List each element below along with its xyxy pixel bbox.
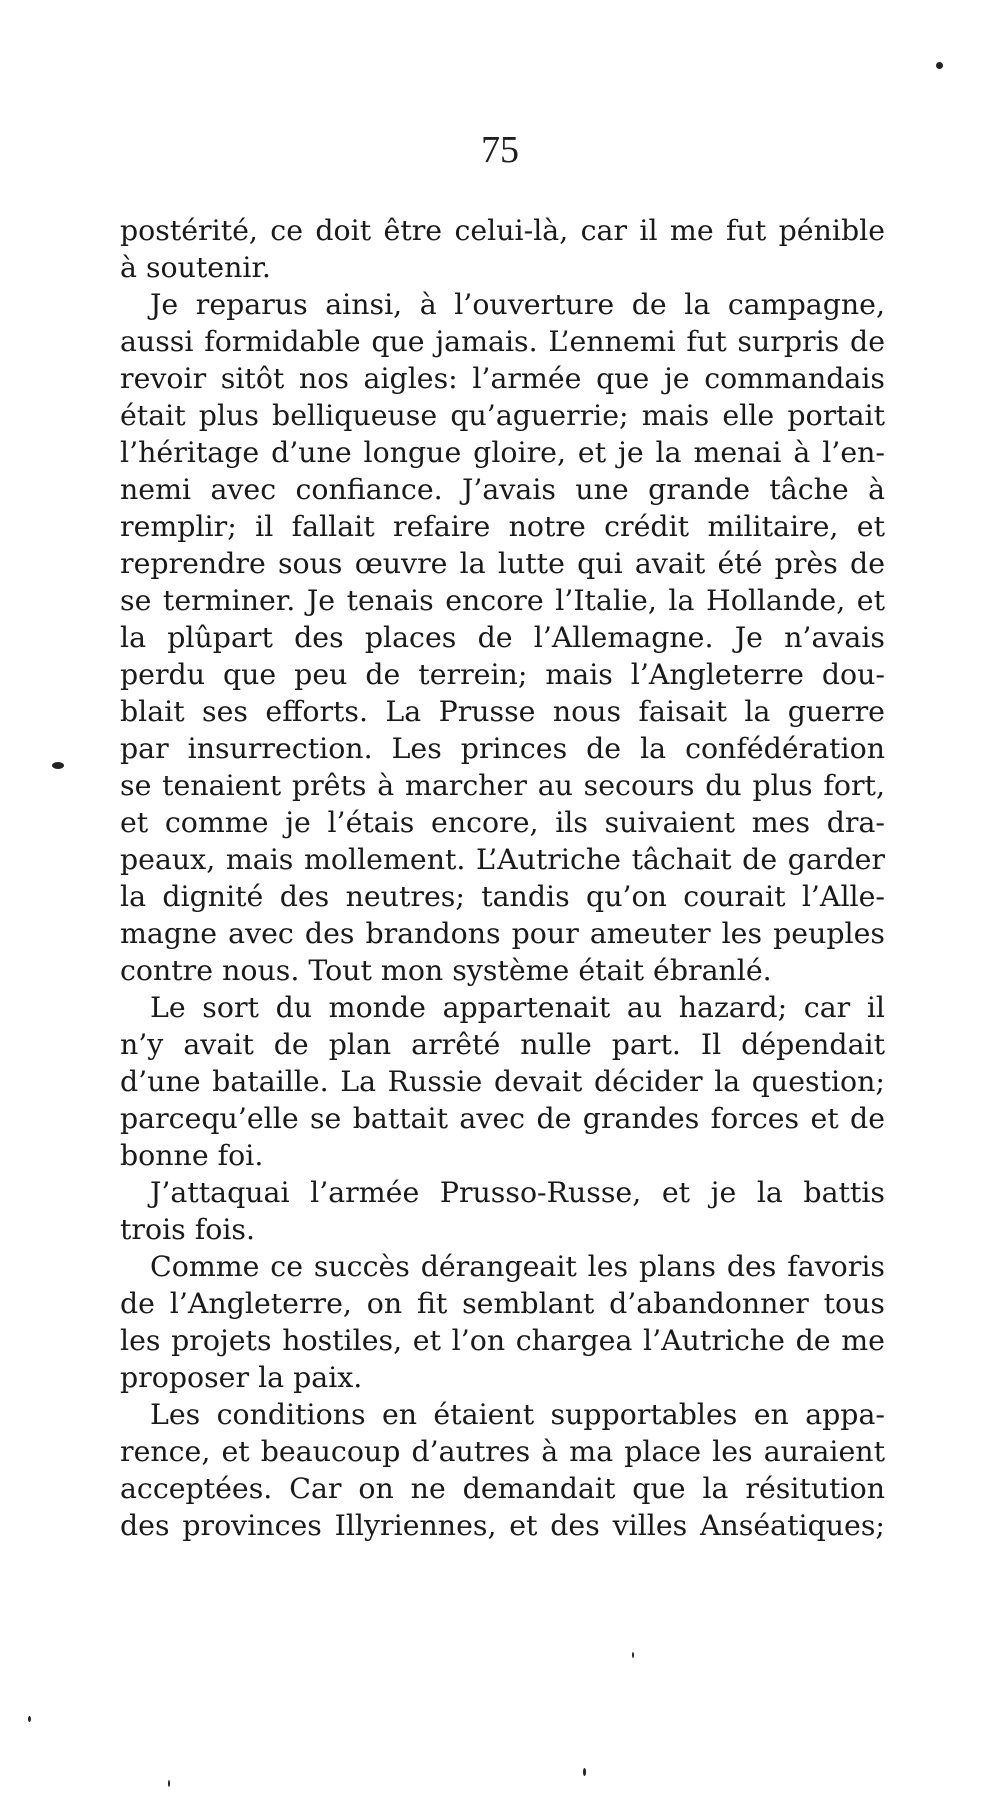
text-line: bonne foi.	[120, 1139, 264, 1172]
scan-speck	[28, 1716, 31, 1722]
text-line: des provinces Illyriennes, et des villes Anséatiques;	[120, 1509, 885, 1542]
paragraph	[120, 212, 885, 286]
scan-speck	[936, 62, 943, 69]
text-line: J’attaquai l’armée Prusso-Russe, et je la battis	[150, 1176, 885, 1209]
text-line: remplir; il fallait refaire notre crédit militaire, et	[120, 510, 885, 543]
text-line: d’une bataille. La Russie devait décider la question;	[120, 1065, 885, 1098]
text-line: aussi formidable que jamais. L’ennemi fut surpris de	[120, 325, 885, 358]
text-line: la plûpart des places de l’Allemagne. Je n’avais	[120, 621, 885, 654]
text-line: Je reparus ainsi, à l’ouverture de la campagne,	[150, 288, 885, 321]
text-line: la dignité des neutres; tandis qu’on courait l’Alle-	[120, 880, 885, 913]
text-line: parcequ’elle se battait avec de grandes forces et de	[120, 1102, 885, 1135]
paragraph	[120, 1174, 885, 1248]
text-line: magne avec des brandons pour ameuter les peuples	[120, 917, 885, 950]
text-line: nemi avec confiance. J’avais une grande tâche à	[120, 473, 885, 506]
scan-speck	[52, 762, 64, 769]
text-line: n’y avait de plan arrêté nulle part. Il dépendait	[120, 1028, 885, 1061]
text-line: contre nous. Tout mon système était ébranlé.	[120, 954, 772, 987]
text-line: revoir sitôt nos aigles: l’armée que je commandais	[120, 362, 885, 395]
text-line: blait ses efforts. La Prusse nous faisait la guerre	[120, 695, 885, 728]
text-line: se tenaient prêts à marcher au secours du plus fort,	[120, 769, 885, 802]
text-line: rence, et beaucoup d’autres à ma place les auraient	[120, 1435, 885, 1468]
body-text	[120, 212, 885, 1544]
text-line: à soutenir.	[120, 251, 271, 284]
scan-speck	[168, 1780, 170, 1787]
text-line: acceptées. Car on ne demandait que la résitution	[120, 1472, 885, 1505]
text-line: de l’Angleterre, on fit semblant d’abandonner tous	[120, 1287, 885, 1320]
scan-speck	[583, 1768, 586, 1776]
text-line: Les conditions en étaient supportables en appa-	[150, 1398, 885, 1431]
page-number: 75	[481, 129, 519, 171]
text-line: reprendre sous œuvre la lutte qui avait été près de	[120, 547, 885, 580]
text-line: se terminer. Je tenais encore l’Italie, la Hollande, et	[120, 584, 885, 617]
text-line: les projets hostiles, et l’on chargea l’Autriche de me	[120, 1324, 885, 1357]
paragraph	[120, 1396, 885, 1544]
text-line: l’héritage d’une longue gloire, et je la menai à l’en-	[120, 436, 885, 469]
text-line: Le sort du monde appartenait au hazard; car il	[150, 991, 885, 1024]
paragraph	[120, 1248, 885, 1396]
text-line: était plus belliqueuse qu’aguerrie; mais elle portait	[120, 399, 885, 432]
text-line: par insurrection. Les princes de la confédération	[120, 732, 885, 765]
text-line: postérité, ce doit être celui-là, car il me fut pénible	[120, 214, 885, 247]
text-line: et comme je l’étais encore, ils suivaient mes dra-	[120, 806, 885, 839]
text-line: proposer la paix.	[120, 1361, 363, 1394]
paragraph	[120, 286, 885, 989]
text-line: perdu que peu de terrein; mais l’Angleterre dou-	[120, 658, 885, 691]
paragraph	[120, 989, 885, 1174]
text-line: Comme ce succès dérangeait les plans des favoris	[150, 1250, 885, 1283]
text-line: peaux, mais mollement. L’Autriche tâchait de garder	[120, 843, 885, 876]
scan-speck	[632, 1652, 634, 1658]
text-line: trois fois.	[120, 1213, 256, 1246]
